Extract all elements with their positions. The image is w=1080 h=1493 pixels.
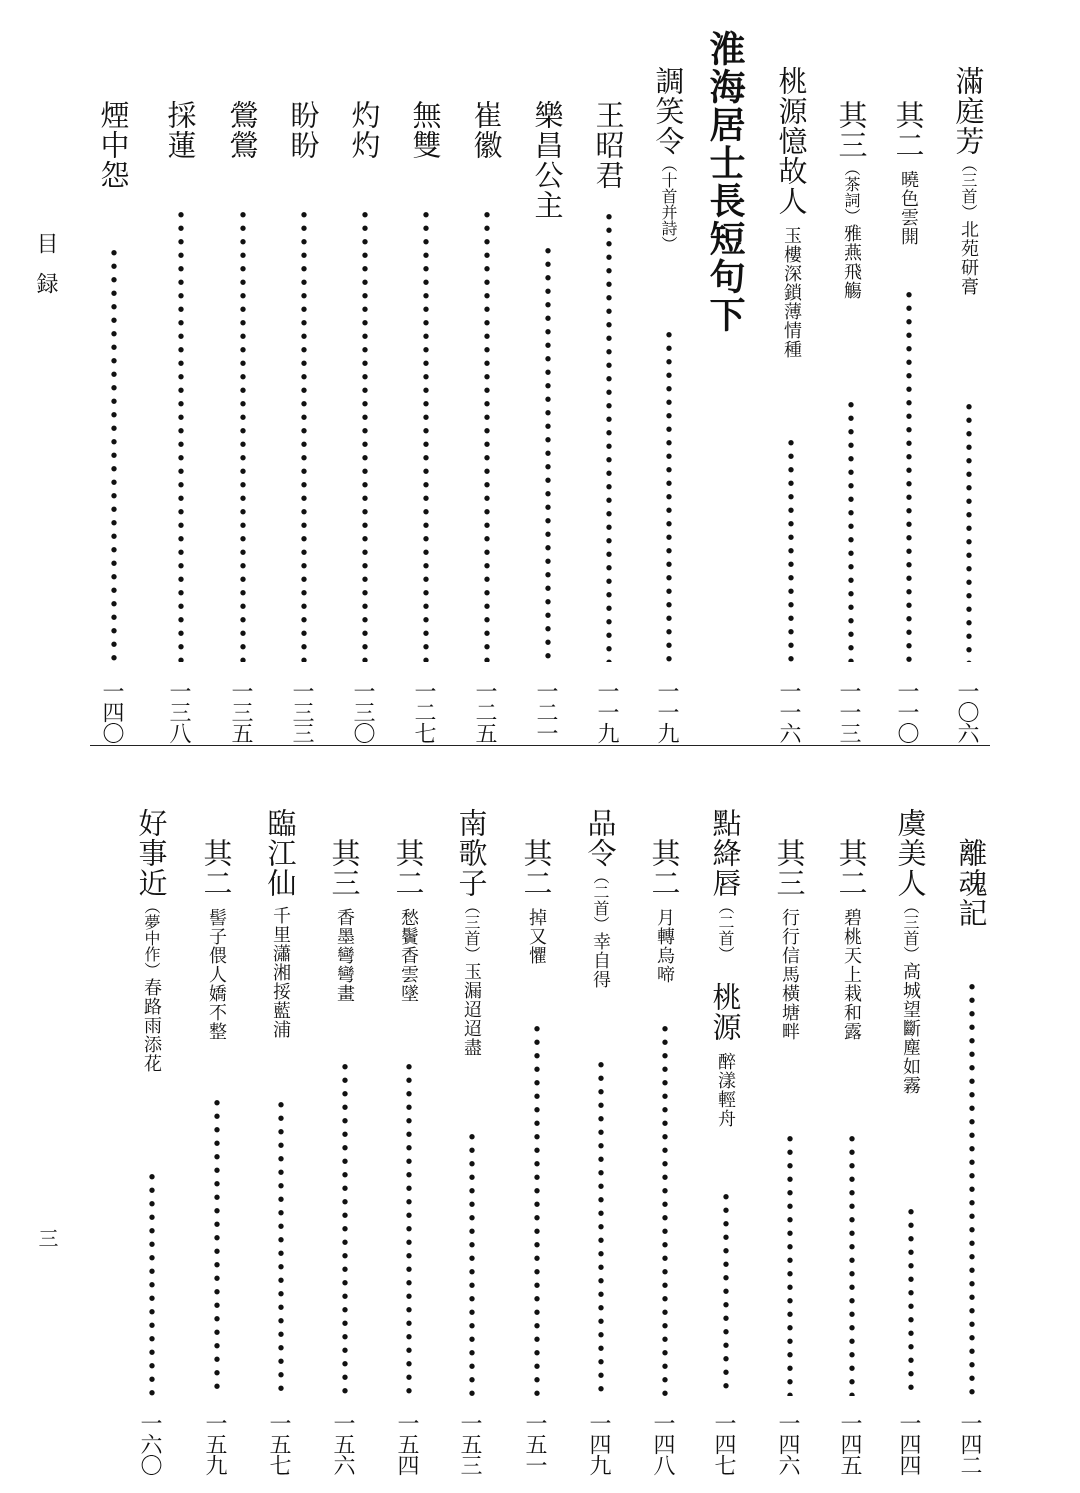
- toc-entry: [524, 100, 570, 220]
- page-number: 一五一: [522, 1412, 547, 1475]
- entry-title: 臨江仙: [263, 808, 298, 898]
- toc-entry: [828, 100, 874, 300]
- toc-entry: [448, 808, 494, 1057]
- leader-dots: [721, 1190, 731, 1396]
- toc-entry: [766, 838, 812, 1041]
- leader-dots: [147, 1170, 157, 1396]
- leader-dots: [467, 1130, 477, 1396]
- entry-note: （夢中作）: [142, 898, 161, 978]
- toc-entry: [280, 100, 326, 160]
- leader-dots: [276, 1098, 286, 1396]
- page-number: 一四五: [837, 1412, 862, 1475]
- toc-entry: [321, 838, 367, 1003]
- entry-subtitle: 曉色雲開: [898, 170, 919, 246]
- leader-dots: [299, 208, 309, 662]
- entry-title: 南歌子: [454, 808, 489, 898]
- entry-title: 煙中怨: [96, 100, 131, 190]
- entry-note: （三首）: [959, 156, 978, 220]
- entry-subtitle: 髻子偎人嬌不整: [206, 908, 227, 1041]
- entry-title: 崔徽: [469, 100, 504, 160]
- leader-dots: [238, 208, 248, 662]
- entry-title: 品令: [583, 808, 618, 868]
- leader-dots: [904, 288, 914, 662]
- page-number: 一四四: [896, 1412, 921, 1475]
- page-number: 一三〇: [350, 680, 375, 743]
- entry-note: （二首）: [591, 868, 610, 932]
- entry-title: 其三: [834, 100, 869, 160]
- toc-entry: [219, 100, 265, 160]
- page-number: 一一六: [776, 680, 801, 743]
- entry-subtitle: 碧桃天上栽和露: [841, 908, 862, 1041]
- entry-subtitle: 玉漏迢迢盡: [461, 962, 482, 1057]
- leader-dots: [967, 980, 977, 1396]
- entry-title: 採蓮: [163, 100, 198, 160]
- page-number: 一一九: [654, 680, 679, 743]
- toc-entry: [90, 100, 136, 190]
- leader-dots: [604, 210, 614, 662]
- entry-title: 其三: [772, 838, 807, 898]
- toc-entry: [887, 808, 933, 1095]
- leader-dots: [964, 400, 974, 662]
- entry-title: 其三: [327, 838, 362, 898]
- leader-dots: [340, 1060, 350, 1396]
- entry-title: 其二: [647, 838, 682, 898]
- page-number: 一六〇: [137, 1412, 162, 1475]
- entry-subtitle: 幸自得: [590, 932, 611, 989]
- entry-note: （三首）: [462, 898, 481, 962]
- leader-dots: [360, 208, 370, 662]
- toc-entry: [513, 838, 559, 965]
- entry-title: 盼盼: [286, 100, 321, 160]
- leader-dots: [421, 208, 431, 662]
- leader-dots: [176, 208, 186, 662]
- page-number: 一五七: [266, 1412, 291, 1475]
- entry-subtitle: 行行信馬橫塘畔: [779, 908, 800, 1041]
- page-number: 一四八: [650, 1412, 675, 1475]
- entry-note: （三首）: [901, 898, 920, 962]
- entry-subtitle: 愁鬢香雲墜: [398, 908, 419, 1003]
- leader-dots: [846, 398, 856, 662]
- toc-entry: [828, 838, 874, 1041]
- leader-dots: [660, 1022, 670, 1396]
- entry-title: 鶯鶯: [225, 100, 260, 160]
- page-number: 一三八: [166, 680, 191, 743]
- toc-entry: [585, 100, 631, 190]
- toc-entry: [463, 100, 509, 160]
- leader-dots: [482, 208, 492, 662]
- entry-subtitle: 雅燕飛觴: [841, 224, 862, 300]
- entry-title: 灼灼: [347, 100, 382, 160]
- entry-title: 其二: [891, 100, 926, 160]
- toc-entry: [128, 808, 174, 1073]
- entry-note: （十首并詩）: [659, 156, 678, 252]
- leader-dots: [109, 246, 119, 662]
- entry-title: 樂昌公主: [530, 100, 565, 220]
- folio-number: 三: [35, 1228, 59, 1248]
- entry-title: 桃源憶故人: [774, 66, 809, 216]
- leader-dots: [532, 1022, 542, 1396]
- page-number: 一五四: [394, 1412, 419, 1475]
- toc-entry: [702, 808, 748, 1128]
- entry-subtitle: 醉漾輕舟: [715, 1052, 736, 1128]
- toc-entry: [768, 66, 814, 359]
- entry-title: 其二: [519, 838, 554, 898]
- divider-rule: [90, 745, 990, 746]
- toc-entry: [577, 808, 623, 989]
- entry-subtitle: 春路雨添花: [141, 978, 162, 1073]
- entry-subtitle: 玉樓深鎖薄情種: [781, 226, 802, 359]
- leader-dots: [596, 1058, 606, 1396]
- leader-dots: [847, 1132, 857, 1396]
- entry-title: 調笑令: [651, 66, 686, 156]
- toc-entry: [402, 100, 448, 160]
- toc-entry: [257, 808, 303, 1039]
- toc-entry: [945, 66, 991, 296]
- leader-dots: [906, 1205, 916, 1396]
- page-number: 一四〇: [99, 680, 124, 743]
- page-number: 一〇六: [954, 680, 979, 743]
- entry-title: 其二: [391, 838, 426, 898]
- toc-entry: [645, 66, 691, 252]
- entry-subtitle: 千里瀟湘挼藍浦: [270, 906, 291, 1039]
- leader-dots: [785, 1132, 795, 1396]
- entry-title: 好事近: [134, 808, 169, 898]
- toc-entry: [341, 100, 387, 160]
- entry-note: （二首）: [716, 898, 735, 962]
- page-number: 一五三: [457, 1412, 482, 1475]
- entry-title: 其二: [199, 838, 234, 898]
- toc-entry: [948, 838, 994, 928]
- page-number: 一五六: [330, 1412, 355, 1475]
- entry-subtitle: 掉又懼: [526, 908, 547, 965]
- page-number: 一二一: [533, 680, 558, 743]
- entry-title: 虞美人: [893, 808, 928, 898]
- section-heading: [702, 30, 748, 334]
- entry-title: 王昭君: [591, 100, 626, 190]
- toc-entry: [385, 838, 431, 1003]
- page-number: 一四九: [586, 1412, 611, 1475]
- page-number: 一二五: [472, 680, 497, 743]
- leader-dots: [212, 1096, 222, 1396]
- entry-title-secondary: 桃源: [708, 982, 743, 1042]
- entry-note: （茶詞）: [842, 160, 861, 224]
- toc-entry: [641, 838, 687, 984]
- toc-entry: [157, 100, 203, 160]
- toc-entry: [193, 838, 239, 1041]
- page-number: 一四六: [775, 1412, 800, 1475]
- entry-title: 離魂記: [954, 838, 989, 928]
- entry-title: 其二: [834, 838, 869, 898]
- page-number: 一一三: [836, 680, 861, 743]
- entry-title: 點絳唇: [708, 808, 743, 898]
- section-heading-text: 淮海居士長短句下: [704, 30, 746, 334]
- toc-entry: [885, 100, 931, 246]
- entry-subtitle: 北苑研膏: [958, 220, 979, 296]
- page-number: 一一九: [594, 680, 619, 743]
- page-number: 一三五: [228, 680, 253, 743]
- leader-dots: [543, 244, 553, 662]
- entry-subtitle: 高城望斷塵如霧: [900, 962, 921, 1095]
- entry-subtitle: 香墨彎彎畫: [334, 908, 355, 1003]
- page-number: 一二七: [411, 680, 436, 743]
- leader-dots: [786, 436, 796, 662]
- margin-label: 目録: [33, 232, 58, 312]
- entry-title: 滿庭芳: [951, 66, 986, 156]
- leader-dots: [664, 328, 674, 662]
- page-number: 一四二: [957, 1412, 982, 1475]
- entry-title: 無雙: [408, 100, 443, 160]
- page-number: 一三三: [289, 680, 314, 743]
- leader-dots: [404, 1060, 414, 1396]
- page-number: 一五九: [202, 1412, 227, 1475]
- page-number: 一四七: [711, 1412, 736, 1475]
- entry-subtitle: 月轉烏啼: [654, 908, 675, 984]
- page-number: 一一〇: [894, 680, 919, 743]
